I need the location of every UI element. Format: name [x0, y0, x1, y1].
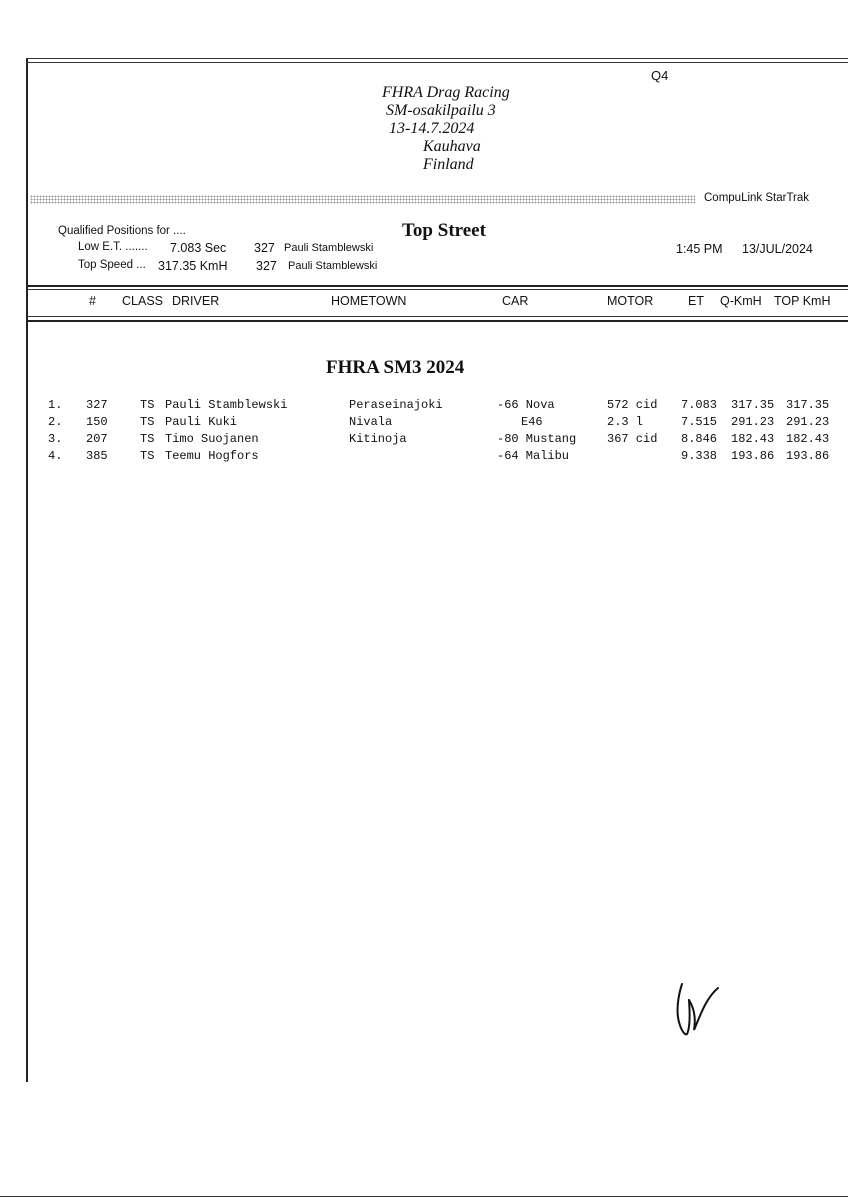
row-1-top-kmh: 317.35 — [786, 398, 830, 412]
row-3-car: -80 Mustang — [497, 432, 577, 446]
page-bottom-rule — [0, 1196, 848, 1197]
header-rule-bottom — [26, 316, 848, 317]
row-2-number: 150 — [86, 415, 108, 429]
row-2-driver: Pauli Kuki — [165, 415, 238, 429]
row-2-top-kmh: 291.23 — [786, 415, 830, 429]
row-3-class: TS — [140, 432, 155, 446]
row-4-top-kmh: 193.86 — [786, 449, 830, 463]
top-border-outer — [26, 58, 848, 59]
row-3-q-kmh: 182.43 — [731, 432, 775, 446]
row-4-number: 385 — [86, 449, 108, 463]
col-header-class: CLASS — [122, 294, 163, 308]
row-4-position: 4. — [48, 449, 63, 463]
col-header-number: # — [89, 294, 96, 308]
row-2-car: E46 — [521, 415, 543, 429]
signature — [670, 978, 730, 1040]
section-title: FHRA SM3 2024 — [326, 357, 465, 378]
col-header-driver: DRIVER — [172, 294, 220, 308]
event-subtitle: SM-osakilpailu 3 — [386, 102, 496, 119]
top-speed-value: 317.35 KmH — [158, 259, 228, 273]
header-rule-bottom-inner — [26, 320, 848, 322]
class-title: Top Street — [402, 220, 486, 241]
low-et-label: Low E.T. ....... — [78, 241, 148, 253]
row-2-et: 7.515 — [681, 415, 718, 429]
dotted-band — [30, 195, 695, 204]
event-city: Kauhava — [423, 138, 481, 155]
row-3-et: 8.846 — [681, 432, 718, 446]
col-header-car: CAR — [502, 294, 529, 308]
event-country: Finland — [423, 156, 474, 173]
qualified-label: Qualified Positions for .... — [58, 225, 186, 237]
report-date: 13/JUL/2024 — [742, 242, 813, 256]
row-2-hometown: Nivala — [349, 415, 393, 429]
row-1-number: 327 — [86, 398, 108, 412]
report-time: 1:45 PM — [676, 242, 723, 256]
row-3-driver: Timo Suojanen — [165, 432, 259, 446]
row-1-et: 7.083 — [681, 398, 718, 412]
col-header-q-kmh: Q-KmH — [720, 294, 762, 308]
row-1-position: 1. — [48, 398, 63, 412]
row-4-et: 9.338 — [681, 449, 718, 463]
row-2-position: 2. — [48, 415, 63, 429]
col-header-et: ET — [688, 294, 704, 308]
row-3-position: 3. — [48, 432, 63, 446]
col-header-hometown: HOMETOWN — [331, 294, 407, 308]
header-rule-top-inner — [26, 289, 848, 290]
low-et-number: 327 — [254, 241, 275, 255]
top-border-inner — [26, 62, 848, 63]
row-4-car: -64 Malibu — [497, 449, 570, 463]
row-1-driver: Pauli Stamblewski — [165, 398, 288, 412]
event-title: FHRA Drag Racing — [382, 84, 510, 101]
row-3-number: 207 — [86, 432, 108, 446]
row-2-q-kmh: 291.23 — [731, 415, 775, 429]
row-3-top-kmh: 182.43 — [786, 432, 830, 446]
row-3-motor: 367 cid — [607, 432, 658, 446]
event-dates: 13-14.7.2024 — [389, 120, 475, 137]
col-header-top-kmh: TOP KmH — [774, 294, 831, 308]
low-et-driver: Pauli Stamblewski — [284, 242, 374, 254]
top-speed-label: Top Speed ... — [78, 259, 146, 271]
top-speed-number: 327 — [256, 259, 277, 273]
row-2-class: TS — [140, 415, 155, 429]
row-4-q-kmh: 193.86 — [731, 449, 775, 463]
row-1-motor: 572 cid — [607, 398, 658, 412]
top-speed-driver: Pauli Stamblewski — [288, 260, 378, 272]
row-1-car: -66 Nova — [497, 398, 555, 412]
row-1-class: TS — [140, 398, 155, 412]
row-1-hometown: Peraseinajoki — [349, 398, 443, 412]
row-1-q-kmh: 317.35 — [731, 398, 775, 412]
round-label: Q4 — [651, 68, 669, 83]
low-et-value: 7.083 Sec — [170, 241, 227, 255]
header-rule-top — [26, 285, 848, 287]
row-2-motor: 2.3 l — [607, 415, 644, 429]
col-header-motor: MOTOR — [607, 294, 654, 308]
row-4-class: TS — [140, 449, 155, 463]
software-credit: CompuLink StarTrak — [704, 192, 810, 204]
left-border — [26, 58, 28, 1082]
row-3-hometown: Kitinoja — [349, 432, 407, 446]
row-4-driver: Teemu Hogfors — [165, 449, 259, 463]
